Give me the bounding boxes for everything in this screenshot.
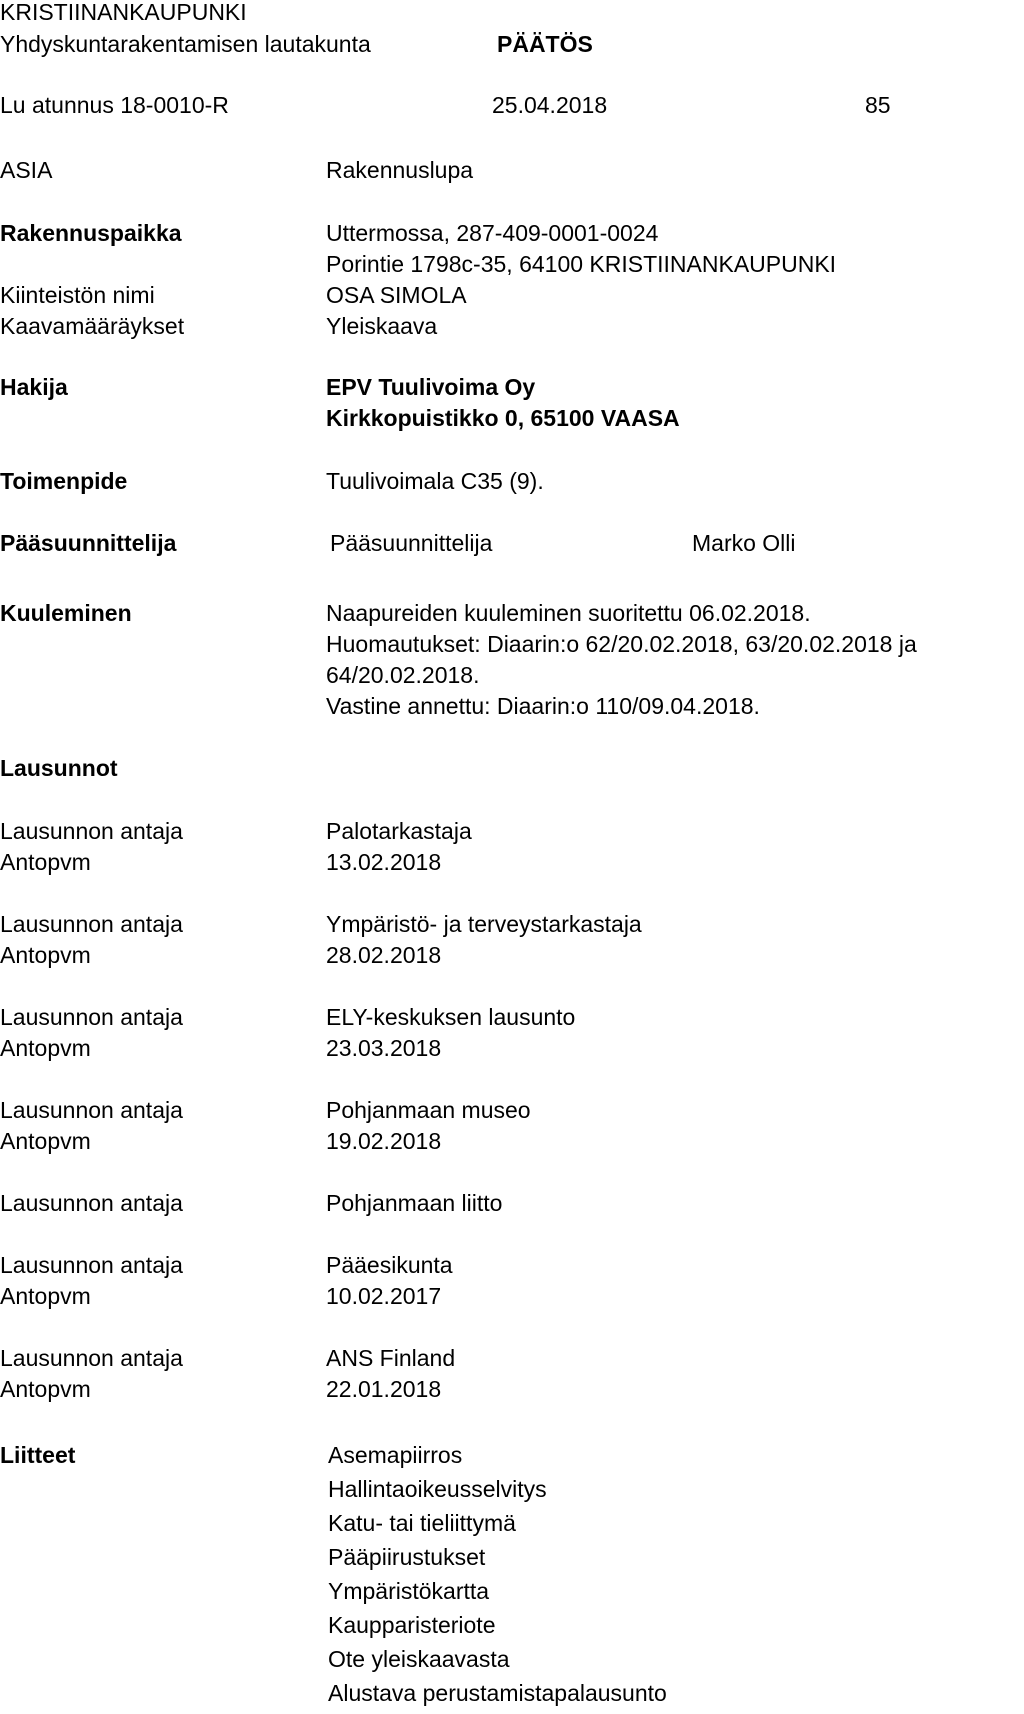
applicant-name: EPV Tuulivoima Oy — [326, 374, 536, 400]
site-label: Rakennuspaikka — [0, 220, 182, 246]
page-number: 85 — [865, 92, 891, 118]
statement-giver-label: Lausunnon antaja — [0, 1345, 183, 1371]
statement-giver: Palotarkastaja — [326, 818, 472, 844]
attachment-item: Hallintaoikeusselvitys — [328, 1476, 547, 1502]
statements-heading: Lausunnot — [0, 755, 118, 781]
attachment-item: Ympäristökartta — [328, 1578, 490, 1604]
statement-giver: Ympäristö- ja terveystarkastaja — [326, 911, 642, 937]
organization-name: KRISTIINANKAUPUNKI — [0, 0, 247, 25]
statement-giver-label: Lausunnon antaja — [0, 818, 183, 844]
statement-giver: ELY-keskuksen lausunto — [326, 1004, 576, 1030]
statement-date-label: Antopvm — [0, 1376, 91, 1402]
hearing-line: Naapureiden kuuleminen suoritettu 06.02.2018. — [326, 600, 811, 626]
subject-label: ASIA — [0, 157, 53, 183]
hearing-line: Vastine annettu: Diaarin:o 110/09.04.2018. — [326, 693, 760, 719]
statement-giver: ANS Finland — [326, 1345, 456, 1371]
statement-giver-label: Lausunnon antaja — [0, 1097, 183, 1123]
statement-date: 22.01.2018 — [326, 1376, 442, 1402]
attachment-item: Katu- tai tieliittymä — [328, 1510, 516, 1536]
zoning-value: Yleiskaava — [326, 313, 438, 339]
attachment-item: Asemapiirros — [328, 1442, 463, 1468]
site-value-line1: Uttermossa, 287-409-0001-0024 — [326, 220, 659, 246]
designer-role: Pääsuunnittelija — [330, 530, 493, 556]
statement-date-label: Antopvm — [0, 942, 91, 968]
document-type: PÄÄTÖS — [497, 31, 593, 57]
property-name-label: Kiinteistön nimi — [0, 282, 155, 308]
attachment-item: Kaupparisteriote — [328, 1612, 496, 1638]
attachment-item: Alustava perustamistapalausunto — [328, 1680, 667, 1706]
site-value-line2: Porintie 1798c-35, 64100 KRISTIINANKAUPUNKI — [326, 251, 837, 277]
statement-date: 19.02.2018 — [326, 1128, 442, 1154]
designer-label: Pääsuunnittelija — [0, 530, 177, 556]
statement-date-label: Antopvm — [0, 1035, 91, 1061]
attachments-label: Liitteet — [0, 1442, 76, 1468]
applicant-address: Kirkkopuistikko 0, 65100 VAASA — [326, 405, 680, 431]
statement-giver: Pääesikunta — [326, 1252, 453, 1278]
subject-value: Rakennuslupa — [326, 157, 474, 183]
attachment-item: Pääpiirustukset — [328, 1544, 486, 1570]
attachment-item: Ote yleiskaavasta — [328, 1646, 510, 1672]
statement-date: 23.03.2018 — [326, 1035, 442, 1061]
statement-date-label: Antopvm — [0, 1283, 91, 1309]
hearing-line: 64/20.02.2018. — [326, 662, 480, 688]
statement-giver-label: Lausunnon antaja — [0, 1004, 183, 1030]
statement-giver: Pohjanmaan liitto — [326, 1190, 503, 1216]
applicant-label: Hakija — [0, 374, 68, 400]
decision-date: 25.04.2018 — [492, 92, 608, 118]
designer-name: Marko Olli — [692, 530, 796, 556]
committee-name: Yhdyskuntarakentamisen lautakunta — [0, 31, 371, 57]
hearing-label: Kuuleminen — [0, 600, 132, 626]
statement-giver: Pohjanmaan museo — [326, 1097, 531, 1123]
statement-date: 13.02.2018 — [326, 849, 442, 875]
hearing-line: Huomautukset: Diaarin:o 62/20.02.2018, 63/20.02.2018 ja — [326, 631, 917, 657]
property-name-value: OSA SIMOLA — [326, 282, 467, 308]
zoning-label: Kaavamääräykset — [0, 313, 185, 339]
measure-value: Tuulivoimala C35 (9). — [326, 468, 544, 494]
statement-date: 10.02.2017 — [326, 1283, 442, 1309]
statement-giver-label: Lausunnon antaja — [0, 911, 183, 937]
statement-date-label: Antopvm — [0, 1128, 91, 1154]
reference-number: Lu atunnus 18-0010-R — [0, 92, 229, 118]
statement-giver-label: Lausunnon antaja — [0, 1252, 183, 1278]
statement-giver-label: Lausunnon antaja — [0, 1190, 183, 1216]
statement-date: 28.02.2018 — [326, 942, 442, 968]
statement-date-label: Antopvm — [0, 849, 91, 875]
measure-label: Toimenpide — [0, 468, 128, 494]
